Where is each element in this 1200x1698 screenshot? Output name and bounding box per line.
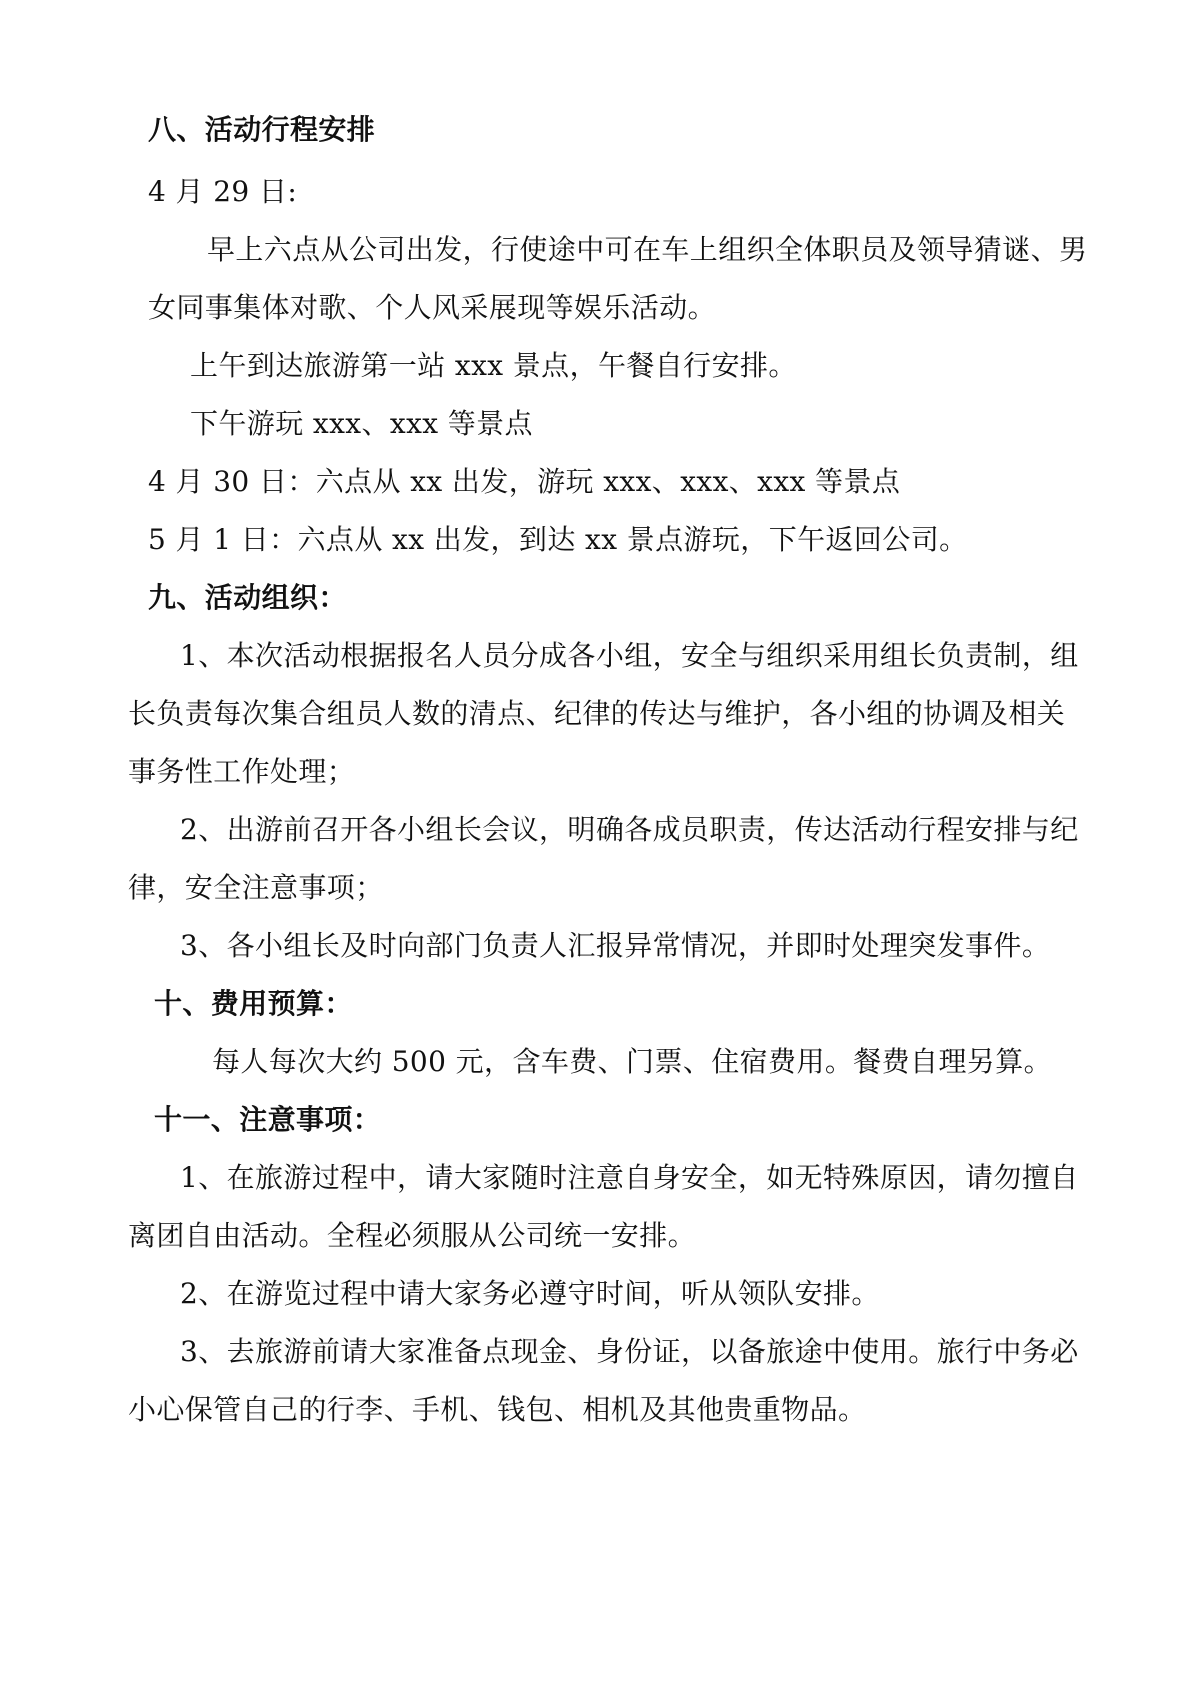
notes-item1-line1: 1、在旅游过程中，请大家随时注意自身安全，如无特殊原因，请勿擅自 <box>180 1161 1079 1194</box>
section-heading-organization: 九、活动组织： <box>148 581 347 614</box>
itinerary-day1-paragraph-line2: 女同事集体对歌、个人风采展现等娱乐活动。 <box>148 291 717 324</box>
itinerary-day1-paragraph-line1: 早上六点从公司出发，行使途中可在车上组织全体职员及领导猜谜、男 <box>207 233 1088 266</box>
itinerary-day1-afternoon: 下午游玩 xxx、xxx 等景点 <box>190 407 533 440</box>
itinerary-day1-morning: 上午到达旅游第一站 xxx 景点，午餐自行安排。 <box>190 349 797 382</box>
notes-item3-line1: 3、去旅游前请大家准备点现金、身份证，以备旅途中使用。旅行中务必 <box>180 1335 1079 1368</box>
organization-item1-line1: 1、本次活动根据报名人员分成各小组，安全与组织采用组长负责制，组 <box>180 639 1079 672</box>
section-heading-budget: 十、费用预算： <box>154 987 353 1020</box>
organization-item2-line2: 律，安全注意事项； <box>128 871 384 904</box>
itinerary-day2: 4 月 30 日：六点从 xx 出发，游玩 xxx、xxx、xxx 等景点 <box>148 465 901 498</box>
notes-item2: 2、在游览过程中请大家务必遵守时间，听从领队安排。 <box>180 1277 880 1310</box>
organization-item3: 3、各小组长及时向部门负责人汇报异常情况，并即时处理突发事件。 <box>180 929 1051 962</box>
section-heading-itinerary: 八、活动行程安排 <box>148 113 376 146</box>
organization-item1-line3: 事务性工作处理； <box>128 755 356 788</box>
notes-item3-line2: 小心保管自己的行李、手机、钱包、相机及其他贵重物品。 <box>128 1393 867 1426</box>
budget-text: 每人每次大约 500 元，含车费、门票、住宿费用。餐费自理另算。 <box>212 1045 1053 1078</box>
itinerary-day1-label: 4 月 29 日: <box>148 175 298 208</box>
organization-item1-line2: 长负责每次集合组员人数的清点、纪律的传达与维护，各小组的协调及相关 <box>128 697 1066 730</box>
notes-item1-line2: 离团自由活动。全程必须服从公司统一安排。 <box>128 1219 697 1252</box>
itinerary-day3: 5 月 1 日：六点从 xx 出发，到达 xx 景点游玩，下午返回公司。 <box>148 523 968 556</box>
section-heading-notes: 十一、注意事项： <box>154 1103 382 1136</box>
organization-item2-line1: 2、出游前召开各小组长会议，明确各成员职责，传达活动行程安排与纪 <box>180 813 1079 846</box>
